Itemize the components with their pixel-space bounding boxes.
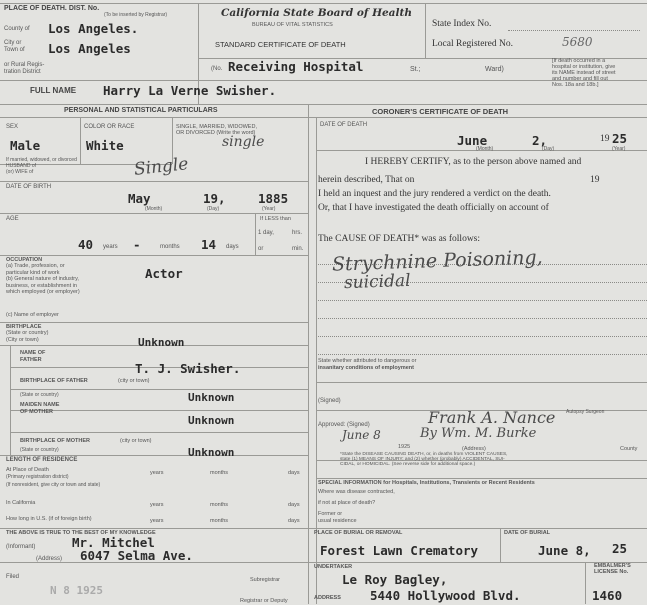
year-label: (Year) bbox=[262, 206, 276, 212]
full-name-value: Harry La Verne Swisher. bbox=[103, 83, 277, 98]
dod-year-label: (Year) bbox=[612, 146, 626, 152]
cause-label: The CAUSE OF DEATH* was as follows: bbox=[318, 234, 481, 244]
age-months-label: months bbox=[160, 244, 180, 250]
approved-date: June 8 bbox=[342, 428, 381, 442]
dob-month: May bbox=[128, 191, 151, 206]
approved-label: Approved: (Signed) bbox=[318, 422, 370, 428]
main-divider bbox=[308, 104, 309, 604]
married-labels: If married, widowed, or divorced HUSBAND of (or) WIFE of bbox=[6, 157, 77, 175]
left-row-12 bbox=[0, 528, 308, 529]
local-registered-label: Local Registered No. bbox=[432, 39, 513, 49]
approved-year: 1925 bbox=[398, 444, 411, 450]
subregistrar-label: Subregistrar bbox=[250, 577, 280, 583]
embalmer-divider bbox=[585, 562, 586, 604]
residence-months: months bbox=[210, 470, 229, 476]
coroner-section-title: CORONER'S CERTIFICATE OF DEATH bbox=[372, 107, 509, 116]
residence-days: days bbox=[288, 470, 300, 476]
header-divider-right bbox=[425, 3, 426, 58]
approved-signature-2: By Wm. M. Burke bbox=[420, 426, 537, 441]
mother-birthplace-sub2: (State or country) bbox=[20, 447, 59, 453]
residence-years-3: years bbox=[150, 518, 164, 524]
dob-label: DATE OF BIRTH bbox=[6, 184, 52, 190]
full-name-line bbox=[0, 80, 647, 81]
hospital-prefix: (No. bbox=[211, 66, 223, 72]
marital-label: SINGLE, MARRIED, WIDOWED, OR DIVORCED (Write the word) bbox=[176, 124, 257, 136]
undertaker-address-label: ADDRESS bbox=[314, 595, 341, 601]
dod-day-label: (Day) bbox=[542, 146, 555, 152]
informant-title: THE ABOVE IS TRUE TO THE BEST OF MY KNOWLEDGE bbox=[6, 530, 156, 536]
county-value: Los Angeles. bbox=[48, 21, 139, 36]
age-label: AGE bbox=[6, 216, 19, 222]
undertaker-address: 5440 Hollywood Blvd. bbox=[370, 588, 521, 603]
age-days: 14 bbox=[201, 237, 217, 252]
father-birthplace-label: BIRTHPLACE OF FATHER bbox=[20, 378, 88, 384]
age-years: 40 bbox=[78, 237, 94, 252]
informant-value: Mr. Mitchel bbox=[72, 535, 155, 550]
sex-label: SEX bbox=[6, 124, 19, 130]
board-subtitle: BUREAU OF VITAL STATISTICS bbox=[252, 22, 333, 28]
left-row-3 bbox=[0, 213, 308, 214]
board-title: California State Board of Health bbox=[221, 7, 412, 19]
section-title-line bbox=[0, 104, 647, 105]
county-label: County of bbox=[4, 26, 30, 32]
hospital-value: Receiving Hospital bbox=[228, 59, 364, 74]
dob-day: 19, bbox=[203, 191, 226, 206]
sex-col-divider bbox=[80, 117, 81, 164]
dod-month-label: (Month) bbox=[476, 146, 494, 152]
place-of-death-label: PLACE OF DEATH. DIST. No. bbox=[4, 5, 100, 12]
undertaker-label: UNDERTAKER bbox=[314, 564, 353, 570]
embalmer-license: 1460 bbox=[592, 588, 623, 603]
occupation-label: OCCUPATION (a) Trade, profession, or particular kind of work (b) General nature of industry, business, or establishment in which employed (or employer) bbox=[6, 257, 80, 296]
local-registered-value: 5680 bbox=[562, 35, 593, 49]
ward-label: Ward) bbox=[485, 66, 504, 73]
embalmer-label: EMBALMER'S LICENSE No. bbox=[594, 563, 631, 576]
signed-label: (Signed) bbox=[318, 398, 341, 404]
sex-value: Male bbox=[10, 138, 41, 153]
occupation-value: Actor bbox=[145, 266, 183, 281]
left-row-5 bbox=[0, 322, 308, 323]
date-of-death-label: DATE OF DEATH bbox=[320, 122, 368, 128]
less-than-or: or bbox=[258, 246, 264, 252]
burial-date-divider bbox=[500, 528, 501, 562]
parents-divider bbox=[10, 345, 11, 455]
less-than-hrs: hrs. bbox=[292, 230, 303, 236]
autopsy-label: Autopsy Surgeon bbox=[566, 409, 605, 415]
date-of-death-day: 2, bbox=[532, 133, 548, 148]
street-label: St.; bbox=[410, 66, 421, 73]
city-value: Los Angeles bbox=[48, 41, 131, 56]
residence-row-3: (If nonresident, give city or town and state) bbox=[6, 482, 101, 488]
cause-rule bbox=[318, 336, 647, 337]
registrar-label: Registrar or Deputy bbox=[240, 598, 288, 604]
rural-label-2: tration District bbox=[4, 69, 41, 75]
mother-birthplace-value: Unknown bbox=[188, 446, 235, 459]
special-row-3: Former or bbox=[318, 511, 343, 517]
place-of-death-sub: (To be inserted by Registrar) bbox=[104, 12, 168, 18]
personal-section-title: PERSONAL AND STATISTICAL PARTICULARS bbox=[64, 107, 218, 114]
left-row-2 bbox=[0, 181, 308, 182]
right-row-cause bbox=[316, 382, 647, 383]
filed-label: Filed bbox=[6, 574, 20, 580]
certify-line-3: I held an inquest and the jury rendered a verdict on the death. bbox=[318, 189, 551, 199]
cause-rule bbox=[318, 318, 647, 319]
mother-birthplace-sub: (city or town) bbox=[120, 438, 152, 444]
cause-rule bbox=[318, 354, 647, 355]
date-of-death-year-prefix: 19 bbox=[600, 134, 610, 144]
certify-line-1: I HEREBY CERTIFY, as to the person above named and bbox=[365, 157, 582, 167]
residence-years-2: years bbox=[150, 502, 164, 508]
city-label-1: City or bbox=[4, 40, 22, 46]
single-handwritten: Single bbox=[133, 154, 190, 180]
birthplace-label: BIRTHPLACE (State or country) (City or town) bbox=[6, 324, 49, 343]
left-row-4 bbox=[0, 255, 308, 256]
date-of-death-year: 25 bbox=[612, 131, 628, 146]
left-row-10 bbox=[10, 432, 308, 433]
hospital-note: [If death occurred in a hospital or institution, give its NAME instead of street and number and fill out Nos. 18a and 18b.] bbox=[552, 58, 616, 88]
informant-label: (Informant) bbox=[6, 544, 36, 550]
age-lessthan-divider bbox=[255, 213, 256, 255]
state-index-line bbox=[508, 30, 640, 31]
color-value: White bbox=[86, 138, 124, 153]
approved-county-label: County bbox=[620, 446, 638, 452]
dangerous-label: State whether attributed to dangerous or insanitary conditions of employment bbox=[318, 358, 417, 371]
left-row-11 bbox=[0, 455, 308, 456]
employer-label: (c) Name of employer bbox=[6, 312, 59, 318]
dob-year: 1885 bbox=[258, 191, 289, 206]
burial-year: 25 bbox=[612, 541, 628, 556]
residence-row-4: In California bbox=[6, 500, 36, 506]
residence-years: years bbox=[150, 470, 164, 476]
less-than-label: If LESS than bbox=[260, 216, 291, 222]
less-than-day: 1 day, bbox=[258, 230, 274, 236]
color-label: COLOR OR RACE bbox=[84, 124, 135, 130]
burial-place: Forest Lawn Crematory bbox=[320, 543, 479, 558]
less-than-min: min. bbox=[292, 246, 304, 252]
age-dash: - bbox=[133, 237, 141, 252]
marital-handwritten: single bbox=[222, 134, 265, 150]
top-border bbox=[0, 3, 647, 4]
cause-note: *State the DISEASE CAUSING DEATH, or, in deaths from VIOLENT CAUSES, state (1) MEANS OF INJURY; and (2) whether (probably) ACCIDENTAL, SUI- CIDAL, or HOMICIDAL. (See reverse side for additional space.) bbox=[340, 452, 508, 468]
certify-on-year: 19 bbox=[590, 175, 600, 185]
age-years-label: years bbox=[103, 244, 118, 250]
certificate-title: STANDARD CERTIFICATE OF DEATH bbox=[215, 40, 346, 49]
cause-handwritten-2: suicidal bbox=[343, 270, 411, 294]
approved-signature: Frank A. Nance bbox=[428, 408, 556, 427]
residence-months-3: months bbox=[210, 518, 229, 524]
date-of-death-month: June bbox=[457, 133, 488, 148]
rural-label-1: or Rural Regis- bbox=[4, 62, 45, 68]
informant-address: 6047 Selma Ave. bbox=[80, 548, 193, 563]
residence-row-2: (Primary registration district) bbox=[6, 474, 69, 480]
state-index-label: State Index No. bbox=[432, 19, 492, 29]
month-label: (Month) bbox=[145, 206, 163, 212]
residence-row-5: How long in U.S. (if of foreign birth) bbox=[6, 516, 92, 522]
father-label: NAME OF FATHER bbox=[20, 350, 46, 363]
father-birthplace-sub2: (State or country) bbox=[20, 392, 59, 398]
approved-address-label: (Address) bbox=[462, 446, 486, 452]
certify-line-4: Or, that I have investigated the death officially on account of bbox=[318, 203, 549, 213]
cause-handwritten-1: Strychnine Poisoning, bbox=[331, 246, 543, 276]
full-name-label: FULL NAME bbox=[30, 86, 77, 95]
residence-label: LENGTH OF RESIDENCE bbox=[6, 457, 78, 463]
father-birthplace-value: Unknown bbox=[188, 391, 235, 404]
right-row-special bbox=[316, 478, 647, 479]
birthplace-value: Unknown bbox=[138, 336, 185, 349]
cause-rule bbox=[318, 300, 647, 301]
certify-line-2: herein described, That on bbox=[318, 175, 415, 185]
mother-label: MAIDEN NAME OF MOTHER bbox=[20, 402, 60, 415]
day-label: (Day) bbox=[207, 206, 220, 212]
informant-address-label: (Address) bbox=[36, 556, 63, 562]
residence-days-3: days bbox=[288, 518, 300, 524]
residence-days-2: days bbox=[288, 502, 300, 508]
burial-date-label: DATE OF BURIAL bbox=[504, 530, 551, 536]
mother-birthplace-label: BIRTHPLACE OF MOTHER bbox=[20, 438, 90, 444]
special-row-2: if not at place of death? bbox=[318, 500, 376, 506]
burial-date: June 8, bbox=[538, 543, 591, 558]
undertaker-value: Le Roy Bagley, bbox=[342, 572, 448, 587]
residence-months-2: months bbox=[210, 502, 229, 508]
left-row-8 bbox=[10, 389, 308, 390]
right-row-burial bbox=[308, 528, 647, 529]
section-title-line-2 bbox=[0, 117, 647, 118]
father-value: T. J. Swisher. bbox=[135, 361, 241, 376]
city-label-2: Town of bbox=[4, 47, 25, 53]
filed-stamp: N 8 1925 bbox=[50, 584, 103, 597]
age-days-label: days bbox=[226, 244, 239, 250]
special-row-4: usual residence bbox=[318, 518, 357, 524]
residence-row-1: At Place of Death bbox=[6, 467, 49, 473]
special-row-1: Where was disease contracted, bbox=[318, 489, 395, 495]
father-birthplace-sub: (city or town) bbox=[118, 378, 150, 384]
burial-label: PLACE OF BURIAL OR REMOVAL bbox=[314, 530, 403, 536]
special-label: SPECIAL INFORMATION for Hospitals, Institutions, Transients or Recent Residents bbox=[318, 480, 535, 486]
mother-value: Unknown bbox=[188, 414, 235, 427]
